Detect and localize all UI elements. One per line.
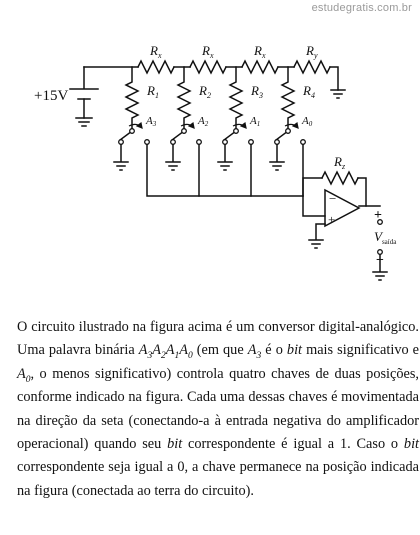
switch-a3-bus-contact: [145, 140, 150, 145]
switch-a1-arrowhead: [241, 123, 246, 128]
text-p7: correspondente seja igual a 0, a chave permanece na posição indicada na figura (conectada ao terra do circuito).: [17, 459, 419, 499]
opamp-plus-sign: +: [328, 212, 336, 227]
shunt-resistor-3: [230, 67, 242, 131]
output-minus-label: −: [376, 253, 384, 268]
switch-a2-ground-contact: [171, 140, 176, 145]
label-rx-2: $R_x$: [202, 43, 214, 60]
bit-word-3: bit: [403, 436, 420, 453]
switch-a1-bus-contact: [249, 140, 254, 145]
label-a3: A3: [146, 115, 157, 128]
output-voltage-label: $V_{saída}$: [374, 229, 397, 246]
switch-a2-bus-contact: [197, 140, 202, 145]
problem-statement: [17, 316, 419, 503]
switch-a2-ground: [166, 145, 180, 170]
top-wire: [330, 67, 338, 90]
label-r1: $R_1$: [147, 83, 159, 100]
text-p5: , o menos significativo) controla quatro chaves de duas posições, conforme indicado na figura. Cada uma dessas chaves é movimentada na direção da seta (conectando-a à entrada negativa do amplificador operacional) quando seu: [17, 365, 419, 453]
battery-ground-symbol: [76, 118, 92, 126]
feedback-resistor: [322, 172, 358, 184]
switch-a3-pivot: [130, 129, 135, 134]
series-resistor-1: [138, 61, 174, 73]
switch-a3-ground: [114, 145, 128, 170]
opamp-plus-ground: [309, 224, 325, 248]
label-r3: $R_3$: [251, 83, 263, 100]
switch-a0-pivot: [286, 129, 291, 134]
ladder-ground-symbol: [331, 90, 345, 98]
text-p2: (em que: [192, 342, 248, 359]
text-p6: correspondente é igual a 1. Caso o: [182, 436, 404, 453]
switch-a3-arrowhead: [137, 123, 142, 128]
switch-a3-ground-contact: [119, 140, 124, 145]
opamp-minus-sign: −: [329, 191, 337, 206]
switch-a0-ground: [270, 145, 284, 170]
label-a0: A0: [302, 115, 313, 128]
label-a1: A1: [250, 115, 261, 128]
text-p4: mais significativo e: [302, 342, 420, 359]
label-rz: $R_z$: [334, 154, 346, 171]
switch-a1-pivot: [234, 129, 239, 134]
switch-a1-ground: [218, 145, 232, 170]
label-a2: A2: [198, 115, 209, 128]
bit-word-2: bit: [167, 436, 183, 453]
shunt-resistor-2: [178, 67, 190, 131]
switch-a1-ground-contact: [223, 140, 228, 145]
switch-a2-pivot: [182, 129, 187, 134]
switch-a0-arrowhead: [293, 123, 298, 128]
bit-word-1: bit: [286, 342, 303, 359]
label-r4: $R_4$: [303, 83, 315, 100]
feedback-wire: [303, 178, 322, 196]
label-rx-1: $R_x$: [150, 43, 162, 60]
binary-word: $A_3A_2A_1A_0$: [138, 342, 193, 362]
supply-label: [34, 88, 68, 104]
output-plus-label: +: [374, 208, 382, 223]
shunt-resistor-1: [126, 67, 138, 131]
shunt-resistor-4: [282, 67, 294, 131]
feedback-wire: [358, 178, 366, 206]
text-p1: O circuito ilustrado na figura acima é um conversor digital-analógico. Uma palavra binária: [17, 319, 419, 359]
series-resistor-2: [190, 61, 226, 73]
label-r2: $R_2$: [199, 83, 211, 100]
text-p3: é o: [261, 342, 287, 359]
switch-a0-bus-contact: [301, 140, 306, 145]
var-a3: $A_3$: [247, 342, 262, 362]
series-resistor-4: [294, 61, 330, 73]
supply-label-text: +15V: [34, 88, 69, 104]
label-ry: $R_y$: [306, 43, 318, 60]
label-rx-3: $R_x$: [254, 43, 266, 60]
watermark: estudegratis.com.br: [311, 2, 412, 14]
var-a0: $A_0$: [17, 365, 31, 385]
switch-a0-ground-contact: [275, 140, 280, 145]
switch-a2-arrowhead: [189, 123, 194, 128]
series-resistor-3: [242, 61, 278, 73]
